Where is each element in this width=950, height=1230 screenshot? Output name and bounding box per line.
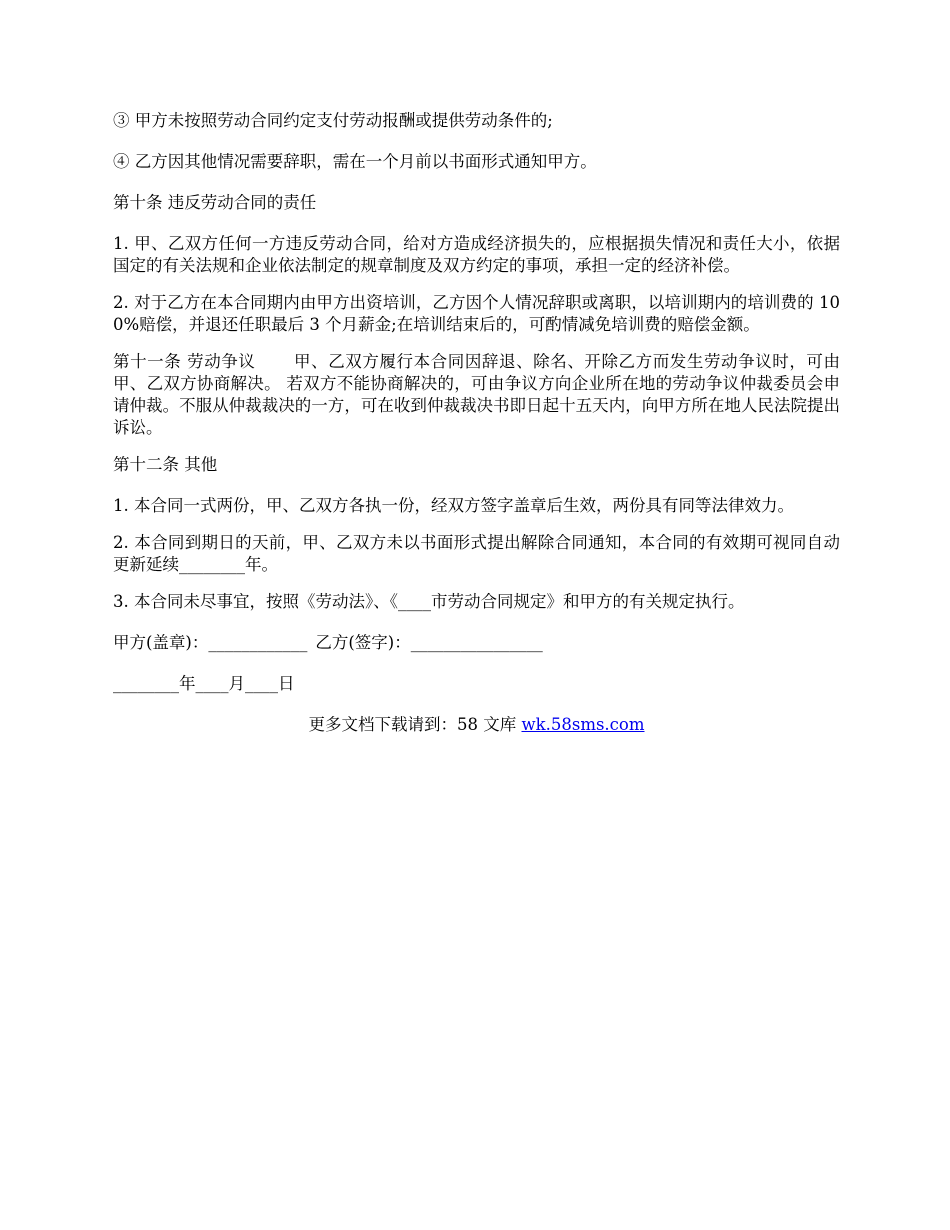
footer — [113, 714, 840, 736]
party-b-signature: 乙方(签字)：________________ — [315, 633, 543, 652]
signature-line — [113, 632, 840, 654]
party-a-signature: 甲方(盖章)：____________ — [113, 633, 308, 652]
footer-text: 更多文档下载请到：58 文库 — [308, 715, 522, 734]
article-11-heading: 第十一条 劳动争议 — [113, 352, 256, 371]
footer-link[interactable]: wk.58sms.com — [521, 715, 645, 734]
document-page — [113, 110, 840, 736]
article-12-clause-2: 2. 本合同到期日的天前，甲、乙双方未以书面形式提出解除合同通知，本合同的有效期可视同自动更新延续________年。 — [113, 533, 840, 574]
article-10-clause-2: 2. 对于乙方在本合同期内由甲方出资培训，乙方因个人情况辞职或离职，以培训期内的培训费的 100%赔偿，并退还任职最后 3 个月薪金;在培训结束后的，可酌情减免培训费的赔偿金额。 — [113, 293, 840, 334]
article-12-clause-1: 1. 本合同一式两份，甲、乙双方各执一份，经双方签字盖章后生效，两份具有同等法律效力。 — [113, 496, 794, 515]
article-11-body: 甲、乙双方履行本合同因辞退、除名、开除乙方而发生劳动争议时，可由甲、乙双方协商解决。 若双方不能协商解决的，可由争议方向企业所在地的劳动争议仲裁委员会申请仲裁。不服从仲裁裁决的一方，可在收到仲裁裁决书即日起十五天内，向甲方所在地人民法院提出诉讼。 — [113, 352, 841, 437]
article-12-clause-3: 3. 本合同未尽事宜，按照《劳动法》、《____市劳动合同规定》和甲方的有关规定执行。 — [113, 592, 745, 611]
article-12-heading: 第十二条 其他 — [113, 455, 218, 474]
clause-item-4: ④ 乙方因其他情况需要辞职，需在一个月前以书面形式通知甲方。 — [113, 152, 597, 171]
article-11-paragraph — [113, 351, 840, 439]
article-10-clause-1: 1. 甲、乙双方任何一方违反劳动合同，给对方造成经济损失的，应根据损失情况和责任大小，依据国定的有关法规和企业依法制定的规章制度及双方约定的事项，承担一定的经济补偿。 — [113, 234, 840, 275]
clause-item-3: ③ 甲方未按照劳动合同约定支付劳动报酬或提供劳动条件的; — [113, 111, 553, 130]
article-10-heading: 第十条 违反劳动合同的责任 — [113, 193, 317, 212]
date-line: ________年____月____日 — [113, 674, 295, 693]
